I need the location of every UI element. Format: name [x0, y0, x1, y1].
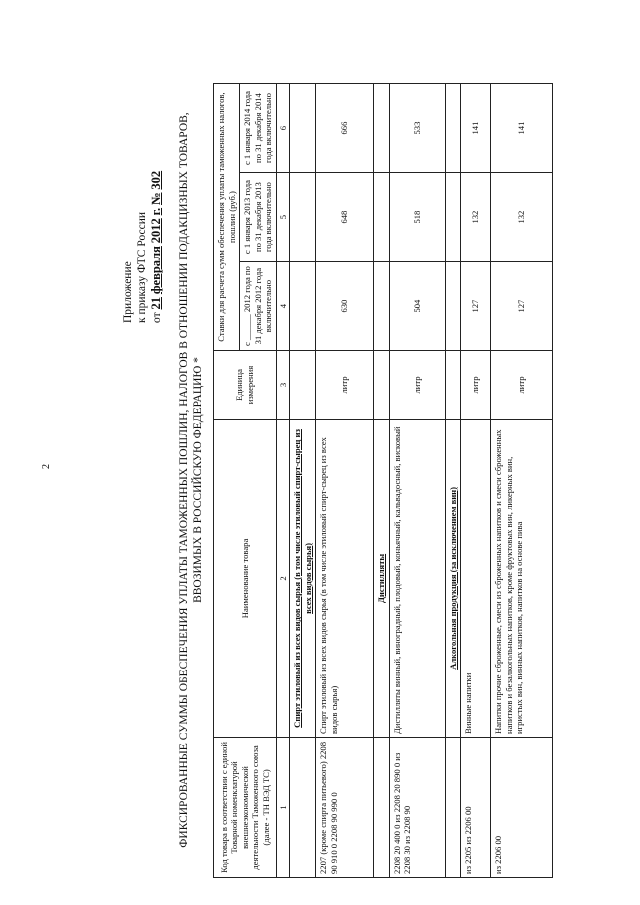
row-value-2013: 648: [316, 173, 374, 262]
section-title-alcohol: Алкогольная продукция (за исключением вин): [445, 419, 461, 737]
annex-g: г.: [149, 207, 163, 216]
annex-header: [121, 83, 164, 323]
row-value-2013: 132: [461, 173, 491, 262]
row-value-2012: 630: [316, 262, 374, 351]
document-title: ФИКСИРОВАННЫЕ СУММЫ ОБЕСПЕЧЕНИЯ УПЛАТЫ ТАМОЖЕННЫХ ПОШЛИН, НАЛОГОВ В ОТНОШЕНИИ ПОДАКЦИЗНЫХ ТОВАРОВ, ВВОЗИМЫХ В РОССИЙСКУЮ ФЕДЕРАЦИЮ *: [178, 112, 204, 848]
column-number-row: [276, 84, 290, 878]
section-row: [374, 84, 390, 878]
header-period-2: с 1 января 2013 года по 31 декабря 2013 года включительно: [240, 173, 277, 262]
annex-month: февраля: [149, 246, 163, 295]
table-row: [461, 84, 491, 878]
row-value-2014: 141: [461, 84, 491, 173]
col-number: 3: [276, 351, 290, 420]
row-name: Спирт этиловый из всех видов сырья (в том числе этиловый спирт-сырец из всех видов сырья): [316, 419, 374, 737]
row-name: Напитки прочие сброженные, смеси из сброженных напитков и смеси сброженных напитков и безалкогольных напитков, кроме фруктовых вин, ликерных вин, игристых вин, винных напитков, напитков на основе пива: [491, 419, 553, 737]
row-unit: литр: [461, 351, 491, 420]
table-row: [316, 84, 374, 878]
annex-date-line: [149, 83, 164, 323]
rates-table: [213, 83, 553, 878]
header-rates: Ставки для расчета сумм обеспечения уплаты таможенных налогов, пошлин (руб.): [214, 84, 240, 351]
row-value-2012: 127: [491, 262, 553, 351]
annex-number: 302: [149, 170, 163, 190]
row-value-2012: 504: [389, 262, 445, 351]
row-unit: литр: [389, 351, 445, 420]
section-row: [445, 84, 461, 878]
annex-from: от: [151, 312, 163, 323]
annex-line-2: к приказу ФТС России: [136, 212, 148, 323]
section-title-distillates: Дистилляты: [374, 419, 390, 737]
annex-day: 21: [149, 297, 163, 310]
page-number: 2: [41, 464, 52, 469]
header-period-3: с 1 января 2014 года по 31 декабря 2014 года включительно: [240, 84, 277, 173]
table-row: [389, 84, 445, 878]
row-name: Дистилляты винный, виноградный, плодовый, коньячный, кальвадосный, висковый: [389, 419, 445, 737]
header-period-1: с ______ 2012 года по 31 декабря 2012 года включительно: [240, 262, 277, 351]
col-number: 6: [276, 84, 290, 173]
col-number: 5: [276, 173, 290, 262]
row-name: Винные напитки: [461, 419, 491, 737]
col-number: 2: [276, 419, 290, 737]
row-unit: литр: [316, 351, 374, 420]
col-number: 4: [276, 262, 290, 351]
row-value-2012: 127: [461, 262, 491, 351]
rotated-document: [115, 78, 635, 888]
row-code: из 2205 из 2206 00: [461, 737, 491, 877]
section-title-spirit: Спирт этиловый из всех видов сырья (в том числе этиловый спирт-сырец из всех видов сырья): [290, 419, 316, 737]
row-value-2014: 533: [389, 84, 445, 173]
row-value-2013: 518: [389, 173, 445, 262]
row-code: 2208 20 400 0 из 2208 20 890 0 из 2208 30 из 2208 90: [389, 737, 445, 877]
row-code: 2207 (кроме спирта питьевого) 2208 90 910 0 2208 90 990 0: [316, 737, 374, 877]
row-value-2014: 666: [316, 84, 374, 173]
row-value-2014: 141: [491, 84, 553, 173]
annex-line-1: Приложение: [122, 261, 134, 323]
annex-num-sign: №: [149, 192, 163, 206]
header-name: Наименование товара: [214, 419, 277, 737]
row-code: из 2206 00: [491, 737, 553, 877]
table-row: [491, 84, 553, 878]
header-code: Код товара в соответствии с единой Товарной номенклатурой внешнеэкономической деятельности Таможенного союза (далее - ТН ВЭД ТС): [214, 737, 277, 877]
section-row: [290, 84, 316, 878]
row-unit: литр: [491, 351, 553, 420]
annex-year: 2012: [149, 218, 163, 244]
header-unit: Единица измерения: [214, 351, 277, 420]
row-value-2013: 132: [491, 173, 553, 262]
col-number: 1: [276, 737, 290, 877]
